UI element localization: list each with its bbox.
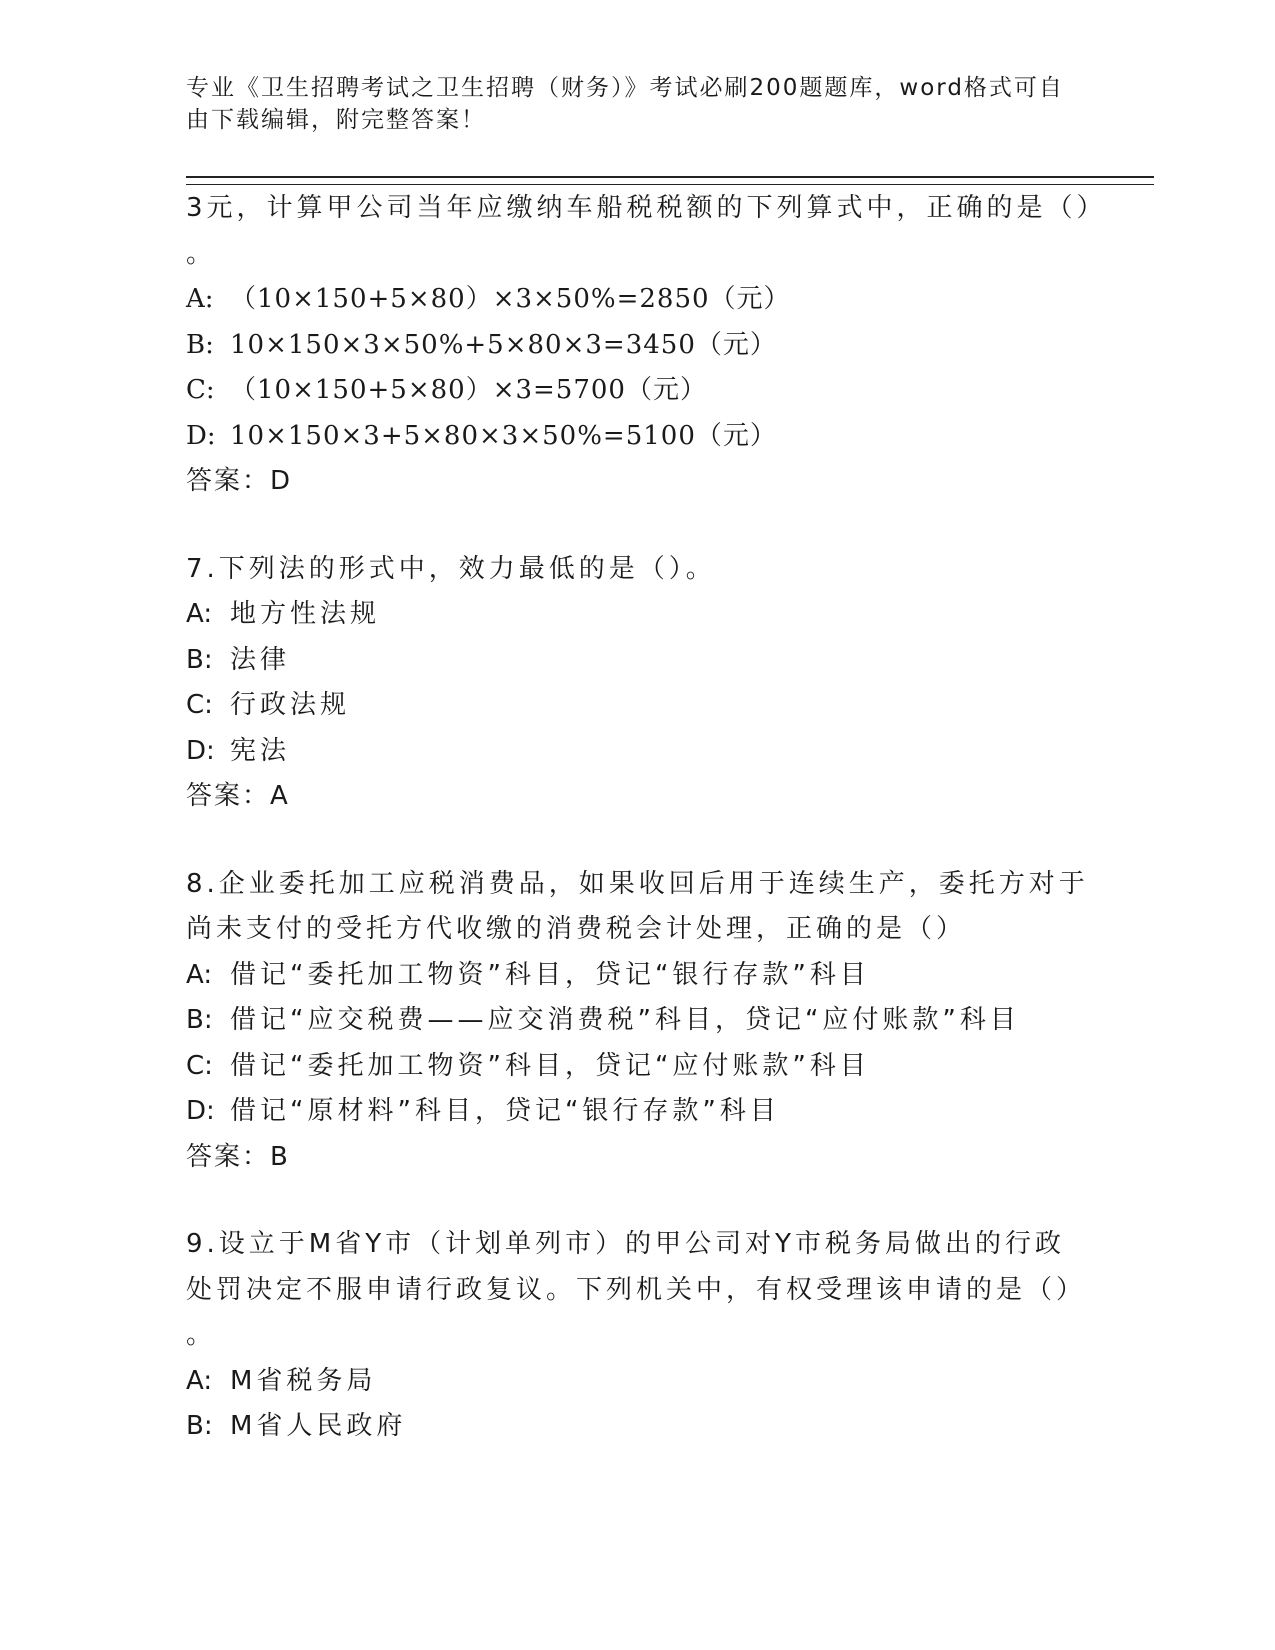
option-label: B: bbox=[186, 644, 213, 675]
option-text: 借记“应交税费——应交消费税”科目，贷记“应付账款”科目 bbox=[230, 1005, 1020, 1035]
question-6-option-d bbox=[186, 414, 1066, 460]
option-text: 行政法规 bbox=[230, 690, 351, 720]
question-7-stem-line-1: 7.下列法的形式中，效力最低的是（）。 bbox=[186, 553, 716, 584]
spacer bbox=[186, 1180, 1066, 1222]
option-text: 10×150×3×50%+5×80×3=3450（元） bbox=[230, 329, 777, 360]
question-7 bbox=[186, 547, 1066, 820]
question-8-option-a bbox=[186, 953, 1066, 999]
option-text: （10×150+5×80）×3=5700（元） bbox=[230, 375, 707, 405]
option-text: 宪法 bbox=[230, 735, 291, 766]
question-6 bbox=[186, 186, 1107, 505]
question-6-answer: 答案：D bbox=[186, 466, 293, 496]
question-9-stem-line-2: 处罚决定不服申请行政复议。下列机关中，有权受理该申请的是（） bbox=[186, 1274, 1087, 1305]
option-label: D: bbox=[186, 1096, 215, 1126]
question-6-option-a bbox=[186, 277, 1066, 323]
option-label: A: bbox=[186, 959, 213, 990]
option-label: C: bbox=[186, 375, 215, 405]
option-text: 借记“委托加工物资”科目，贷记“银行存款”科目 bbox=[230, 959, 870, 990]
option-label: A: bbox=[186, 284, 214, 314]
option-text: M省税务局 bbox=[230, 1365, 377, 1396]
option-label: D: bbox=[186, 735, 215, 766]
option-label: D: bbox=[186, 420, 216, 451]
question-7-answer: 答案：A bbox=[186, 781, 290, 811]
option-label: B: bbox=[186, 329, 214, 360]
question-9-stem-line-1: 9.设立于M省Y市（计划单列市）的甲公司对Y市税务局做出的行政 bbox=[186, 1229, 1066, 1259]
option-label: B: bbox=[186, 1411, 213, 1441]
spacer bbox=[186, 820, 1066, 862]
option-label: C: bbox=[186, 690, 213, 720]
header-title-line-1: 专业《卫生招聘考试之卫生招聘（财务）》考试必刷200题题库，word格式可自 bbox=[186, 75, 1064, 101]
question-7-option-d bbox=[186, 729, 1066, 775]
option-text: 10×150×3+5×80×3×50%=5100（元） bbox=[230, 420, 777, 451]
question-7-option-b bbox=[186, 638, 1066, 684]
question-6-stem-line-2: 。 bbox=[186, 238, 217, 269]
document-body bbox=[186, 186, 1107, 1450]
header-title-line-2: 由下载编辑，附完整答案！ bbox=[186, 107, 486, 133]
option-text: 借记“原材料”科目，贷记“银行存款”科目 bbox=[230, 1096, 780, 1126]
question-9-option-b bbox=[186, 1404, 1066, 1450]
option-text: （10×150+5×80）×3×50%=2850（元） bbox=[230, 284, 791, 314]
header-divider bbox=[186, 176, 1154, 185]
question-8-option-d bbox=[186, 1089, 1066, 1135]
option-label: B: bbox=[186, 1005, 213, 1035]
question-6-option-b bbox=[186, 323, 1066, 369]
question-8 bbox=[186, 862, 1089, 1181]
question-8-answer: 答案：B bbox=[186, 1141, 290, 1172]
spacer bbox=[186, 505, 1066, 547]
option-label: A: bbox=[186, 1365, 213, 1396]
question-7-option-c bbox=[186, 683, 1066, 729]
question-8-option-b bbox=[186, 998, 1066, 1044]
option-text: 借记“委托加工物资”科目，贷记“应付账款”科目 bbox=[230, 1050, 870, 1081]
option-text: 地方性法规 bbox=[230, 599, 381, 629]
question-6-stem-line-1: 3元，计算甲公司当年应缴纳车船税税额的下列算式中，正确的是（） bbox=[186, 193, 1107, 223]
question-9 bbox=[186, 1222, 1087, 1450]
option-text: 法律 bbox=[230, 644, 291, 675]
question-9-stem-line-3: 。 bbox=[186, 1320, 217, 1350]
page-header bbox=[186, 72, 1066, 136]
question-9-option-a bbox=[186, 1359, 1066, 1405]
question-8-option-c bbox=[186, 1044, 1066, 1090]
option-label: C: bbox=[186, 1050, 213, 1081]
question-8-stem-line-2: 尚未支付的受托方代收缴的消费税会计处理，正确的是（） bbox=[186, 914, 967, 944]
option-label: A: bbox=[186, 599, 213, 629]
question-6-option-c bbox=[186, 368, 1066, 414]
option-text: M省人民政府 bbox=[230, 1411, 407, 1441]
question-8-stem-line-1: 8.企业委托加工应税消费品，如果收回后用于连续生产，委托方对于 bbox=[186, 868, 1089, 899]
question-7-option-a bbox=[186, 592, 1066, 638]
